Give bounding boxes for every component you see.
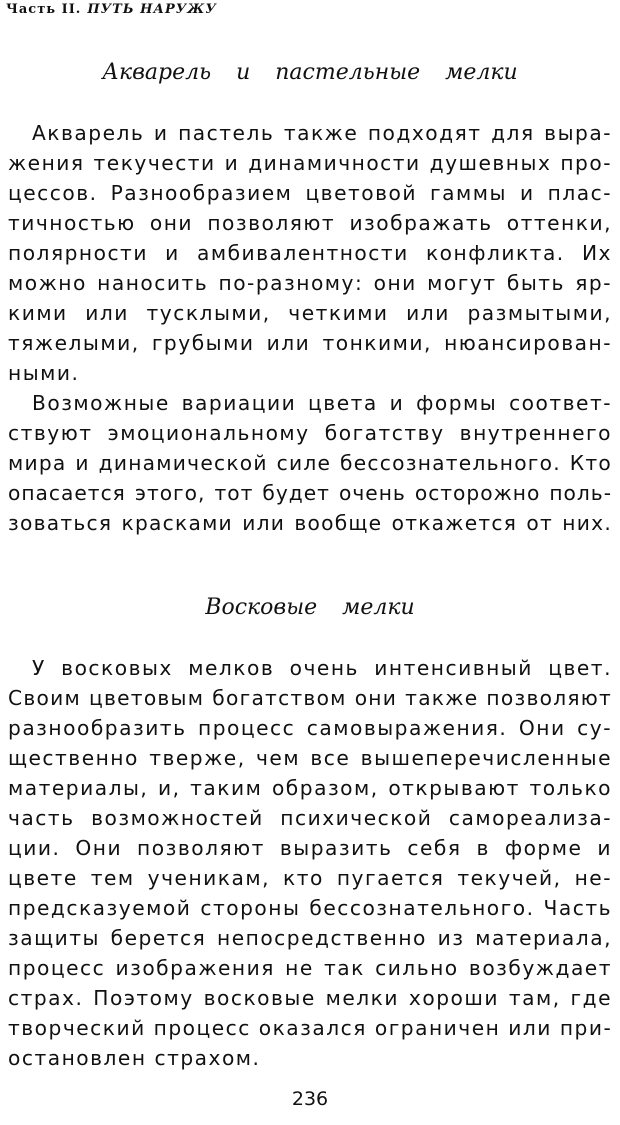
text-line: часть возможностей психической самореализа- <box>8 806 612 830</box>
text-line: опасается этого, тот будет очень осторожно поль- <box>8 481 612 505</box>
text-line: полярности и амбивалентности конфликта. Их <box>8 241 612 265</box>
running-head-part: Часть II. <box>6 2 82 17</box>
text-line: остановлен страхом. <box>8 1046 261 1070</box>
text-line: цвете тем ученикам, кто пугается текучей, не- <box>8 866 612 890</box>
text-line: зоваться красками или вообще откажется от них. <box>8 511 612 535</box>
text-line: Акварель и пастель также подходят для выра- <box>32 121 612 145</box>
text-line: предсказуемой стороны бессознательного. Часть <box>8 896 612 920</box>
text-line: У восковых мелков очень интенсивный цвет. <box>32 656 612 680</box>
section-title: Восковые мелки <box>205 595 415 620</box>
text-line: щественно тверже, чем все вышеперечисленные <box>8 746 612 770</box>
text-line: защиты берется непосредственно из материала, <box>8 926 612 950</box>
text-line: Возможные вариации цвета и формы соответ- <box>32 391 612 415</box>
text-line: тичностью они позволяют изображать оттенки, <box>8 211 612 235</box>
text-line: Своим цветовым богатством они также позволяют <box>8 686 612 710</box>
text-line: ции. Они позволяют выразить себя в форме и <box>8 836 612 860</box>
text-line: жения текучести и динамичности душевных про- <box>8 151 612 175</box>
text-line: творческий процесс оказался ограничен или при- <box>8 1016 613 1040</box>
text-line: ствуют эмоциональному богатству внутреннего <box>8 421 612 445</box>
text-line: мира и динамической силе бессознательного. Кто <box>8 451 612 475</box>
text-line: процесс изображения не так сильно возбуждает <box>8 956 612 980</box>
text-line: цессов. Разнообразием цветовой гаммы и плас- <box>8 181 612 205</box>
text-line: материалы, и, таким образом, открывают только <box>8 776 612 800</box>
page-number: 236 <box>291 1088 329 1110</box>
text-line: тяжелыми, грубыми или тонкими, нюансирован- <box>8 331 612 355</box>
running-head <box>6 2 217 17</box>
text-line: можно наносить по-разному: они могут быть яр- <box>8 271 612 295</box>
text-line: кими или тусклыми, четкими или размытыми, <box>8 301 612 325</box>
text-line: страх. Поэтому восковые мелки хороши там, где <box>8 986 612 1010</box>
section-title: Акварель и пастельные мелки <box>102 60 518 85</box>
running-head-title: ПУТЬ НАРУЖУ <box>87 2 217 17</box>
text-line: разнообразить процесс самовыражения. Они су- <box>8 716 612 740</box>
text-line: ными. <box>8 361 80 385</box>
